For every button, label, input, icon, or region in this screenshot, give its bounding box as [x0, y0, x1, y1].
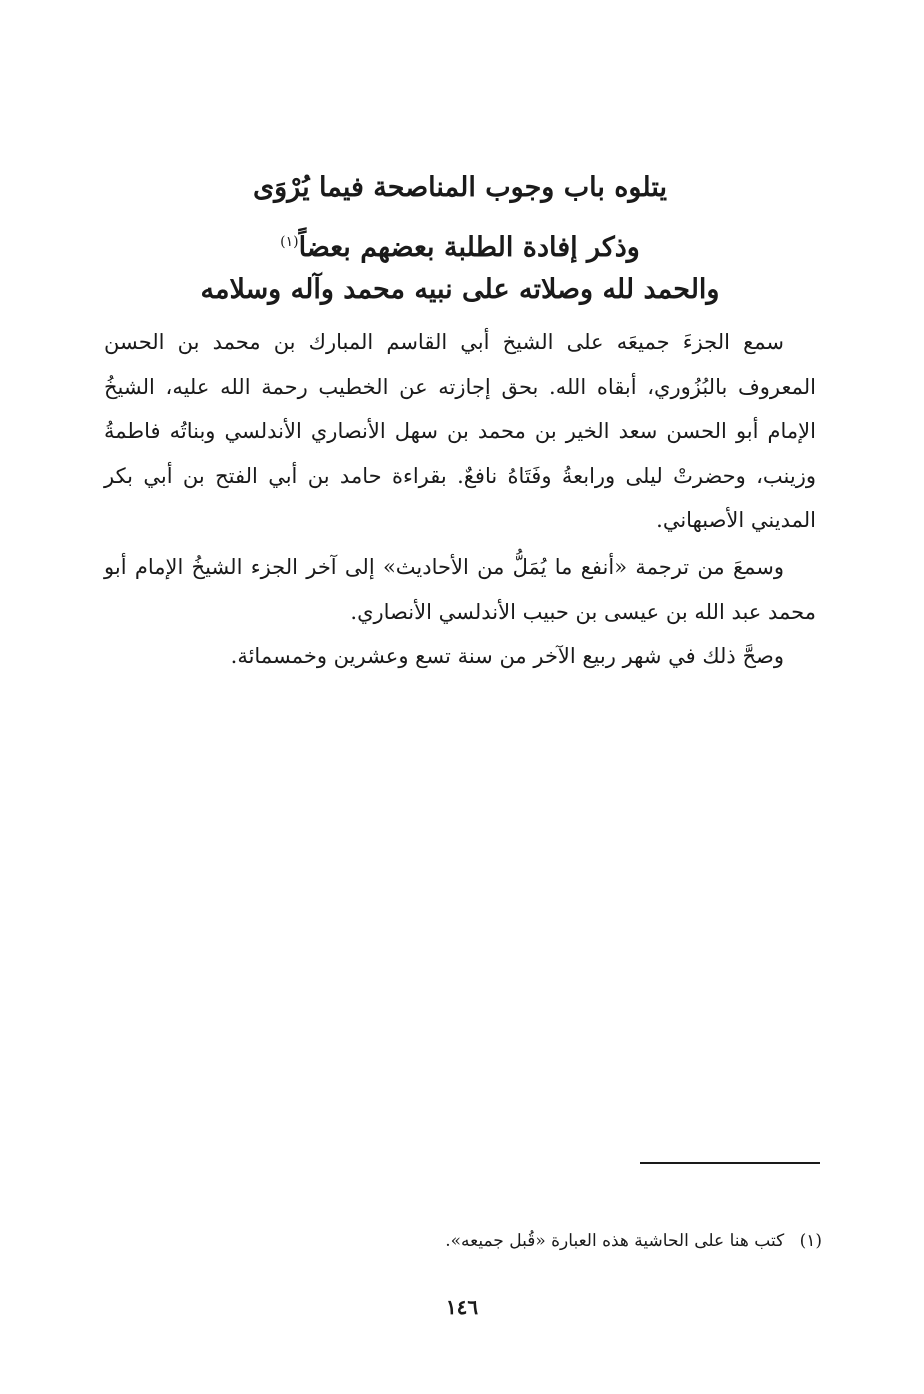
heading-line-1-text: يتلوه باب وجوب المناصحة فيما يُرْوَى — [253, 172, 667, 203]
heading-line-3-text: والحمد لله وصلاته على نبيه محمد وآله وسلامه — [200, 274, 720, 305]
heading-line-2-text: وذكر إفادة الطلبة بعضهم بعضاً — [298, 232, 640, 263]
page-number: ١٤٦ — [445, 1295, 479, 1319]
footnote-divider — [640, 1162, 820, 1164]
footnote — [300, 1226, 822, 1256]
body-paragraph-1: سمع الجزءَ جميعَه على الشيخ أبي القاسم المبارك بن محمد بن الحسن المعروف بالبُزُوري، أبقاه الله. بحق إجازته عن الخطيب رحمة الله عليه، الشيخُ الإمام أبو الحسن سعد الخير بن محمد بن سهل الأنصاري الأندلسي وبناتُه فاطمةُ وزينب، وحضرتْ ليلى ورابعةُ وفَتَاهُ نافعٌ. بقراءة حامد بن أبي الفتح بن أبي بكر المديني الأصبهاني. — [104, 330, 816, 532]
footnote-reference: (١) — [280, 234, 299, 250]
heading-line-2 — [100, 222, 820, 268]
body-paragraph-3: وصحَّ ذلك في شهر ربيع الآخر من سنة تسع وعشرين وخمسمائة. — [230, 644, 784, 668]
footnote-text: كتب هنا على الحاشية هذه العبارة «قُبل جميعه». — [445, 1231, 785, 1251]
body-paragraph-2: وسمعَ من ترجمة «أنفع ما يُمَلُّ من الأحاديث» إلى آخر الجزء الشيخُ الإمام أبو محمد عبد الله بن عيسى بن حبيب الأندلسي الأنصاري. — [104, 555, 816, 624]
heading-line-3 — [100, 270, 820, 310]
heading-line-1 — [100, 168, 820, 208]
footnote-marker: (١) — [799, 1231, 822, 1251]
